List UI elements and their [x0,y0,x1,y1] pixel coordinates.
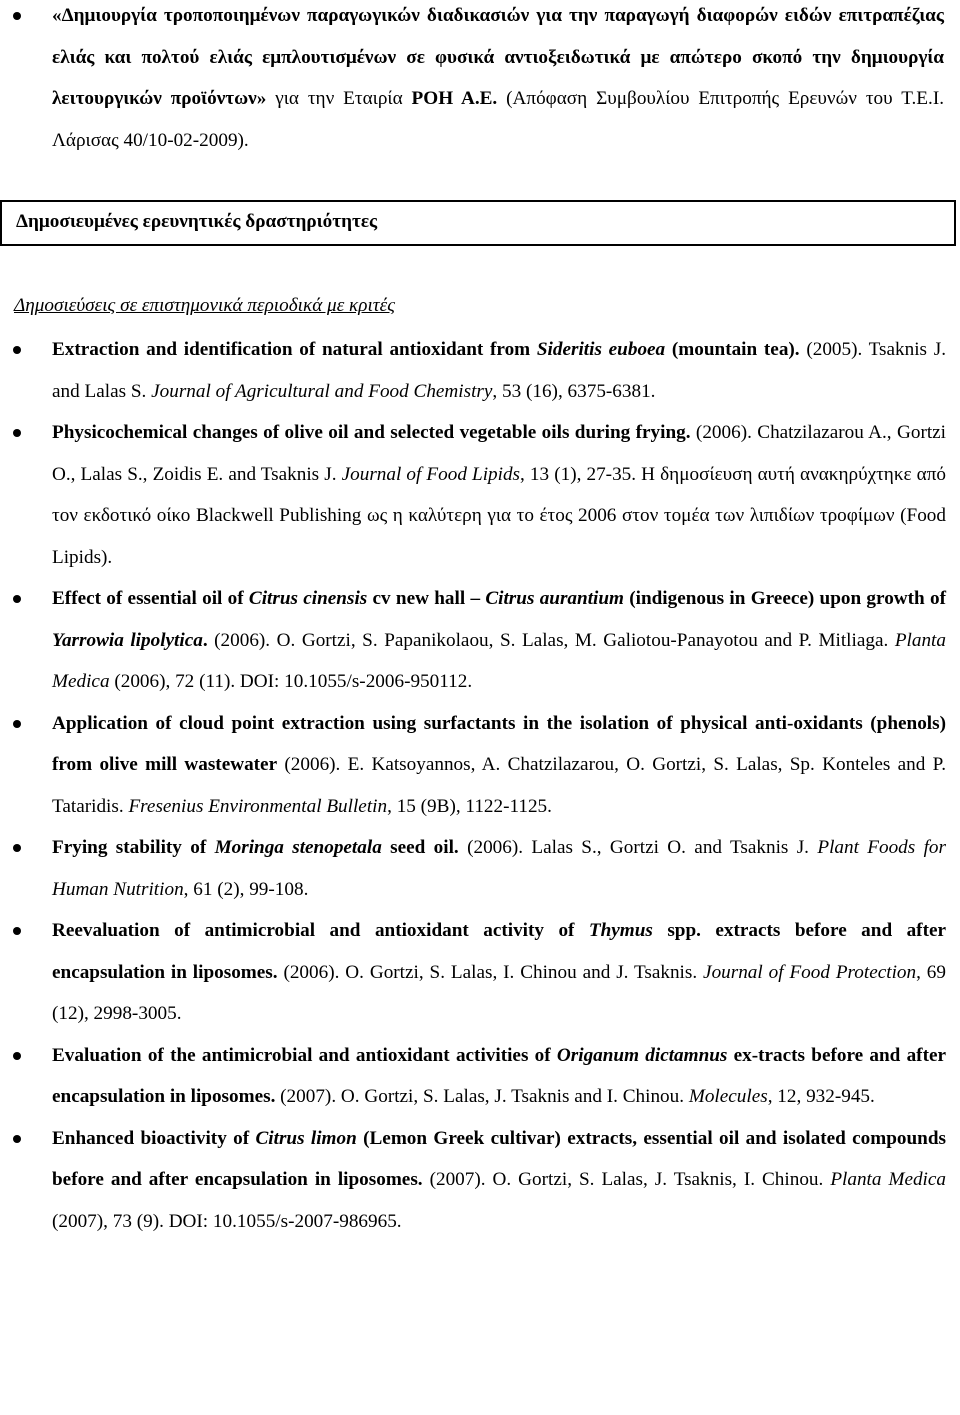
pub-details: , 15 (9B), 1122-1125. [387,795,552,817]
publication-item [0,910,946,1035]
pub-details: , 12, 932-945. [767,1086,875,1107]
pub-journal: Journal of Food Protection [703,961,917,983]
bullet-icon [13,844,21,852]
pub-authors: (2006). Lalas S., Gortzi O. and Tsaknis J. [458,837,818,858]
bullet-icon [13,346,21,354]
pub-journal: Fresenius Environmental Bulletin [128,795,388,817]
project-title: «Δημιουργία τροποποιημένων παραγωγικών διαδικασιών για την παραγωγή διαφορών ειδών επιτραπέζιας ελιάς και πολτού ελιάς εμπλουτισμένων σε φυσικά αντιοξειδωτικά με απώτερο σκοπό την δημιουργία λειτουργικών προϊόντων» [52,5,944,109]
intro-decision: (Απόφαση Συμβουλίου Επιτροπής Ερευνών του Τ.Ε.Ι. Λάρισας 40/10-02-2009). [52,88,945,151]
bullet-icon [13,1052,21,1060]
pub-title: Extraction and identification of natural antioxidant from Sideritis euboea (mountain tea). [52,339,800,360]
pub-title: Evaluation of the antimicrobial and antioxidant activities of Origanum dictamnus ex-tracts before and after encapsulation in liposomes. [52,1044,946,1107]
intro-item [0,0,944,161]
pub-title: Frying stability of Moringa stenopetala seed oil. [52,837,459,858]
intro-list [0,0,944,161]
pub-details: , 53 (16), 6375-6381. [492,380,656,402]
intro-text: για την Εταιρία [266,88,412,109]
pub-authors: (2005). Tsaknis J. and Lalas S. [52,339,947,402]
pub-journal: Plant Foods for Human Nutrition [52,837,946,900]
bullet-icon [13,720,21,728]
pub-details: , 13 (1), 27-35. Η δημοσίευση αυτή ανακηρύχτηκε από τον εκδοτικό οίκο Blackwell Publishing ως η καλύτερη για το έτος 2006 στον τομέα των λιπιδίων τροφίμων (Food Lipids). [52,463,946,568]
section-heading-box [0,200,956,246]
pub-title: Enhanced bioactivity of Citrus limon (Lemon Greek cultivar) extracts, essential oil and isolated compounds before and after encapsulation in liposomes. [52,1127,946,1190]
pub-authors: (2006). Chatzilazarou A., Gortzi O., Lalas S., Zoidis E. and Tsaknis J. [52,422,947,485]
bullet-icon [13,429,21,437]
pub-details: (2007), 73 (9). DOI: 10.1055/s-2007-986965. [52,1210,402,1232]
pub-authors: (2007). O. Gortzi, S. Lalas, J. Tsaknis and I. Chinou. [275,1086,689,1107]
publication-item [0,1035,946,1118]
pub-title: Reevaluation of antimicrobial and antioxidant activity of Thymus spp. extracts before and after encapsulation in liposomes. [52,920,946,983]
pub-details: , 61 (2), 99-108. [183,878,309,900]
publication-item [0,412,946,578]
pub-journal: Molecules [688,1086,768,1107]
section-heading: Δημοσιευμένες ερευνητικές δραστηριότητες [16,211,378,232]
publication-item [0,827,946,910]
pub-authors: (2006). O. Gortzi, S. Lalas, I. Chinou and J. Tsaknis. [277,961,704,983]
pub-details: , 69 (12), 2998-3005. [52,961,946,1024]
publication-item [0,329,946,412]
bullet-icon [13,1135,21,1143]
pub-authors: (2006). O. Gortzi, S. Papanikolaou, S. Lalas, M. Galiotou-Panayotou and P. Mitliaga. [207,629,895,651]
pub-details: (2006), 72 (11). DOI: 10.1055/s-2006-950112. [109,671,473,692]
pub-journal: Journal of Agricultural and Food Chemistry [151,380,493,402]
pub-title: Application of cloud point extraction using surfactants in the isolation of physical anti-oxidants (phenols) from olive mill wastewater [52,712,946,775]
company-name: ΡΟΗ Α.Ε. [411,88,498,109]
pub-journal: Planta Medica [52,629,946,692]
bullet-icon [13,595,21,603]
publication-list [0,329,946,1242]
pub-title: Physicochemical changes of olive oil and selected vegetable oils during frying. [52,422,691,443]
pub-title: Effect of essential oil of Citrus cinensis cv new hall – Citrus aurantium (indigenous in Greece) upon growth of Yarrowia lipolytica. [52,588,946,651]
pub-authors: (2006). E. Katsoyannos, A. Chatzilazarou, O. Gortzi, S. Lalas, Sp. Konteles and P. Tataridis. [52,754,946,817]
publication-item [0,703,946,828]
pub-journal: Planta Medica [830,1169,947,1190]
publication-item [0,578,946,703]
publication-item [0,1118,946,1243]
pub-authors: (2007). O. Gortzi, S. Lalas, J. Tsaknis, I. Chinou. [422,1169,831,1190]
pub-journal: Journal of Food Lipids [341,463,521,485]
section-subheading: Δημοσιεύσεις σε επιστημονικά περιοδικά με κριτές [14,295,396,316]
bullet-icon [13,927,21,935]
bullet-icon [13,12,21,20]
